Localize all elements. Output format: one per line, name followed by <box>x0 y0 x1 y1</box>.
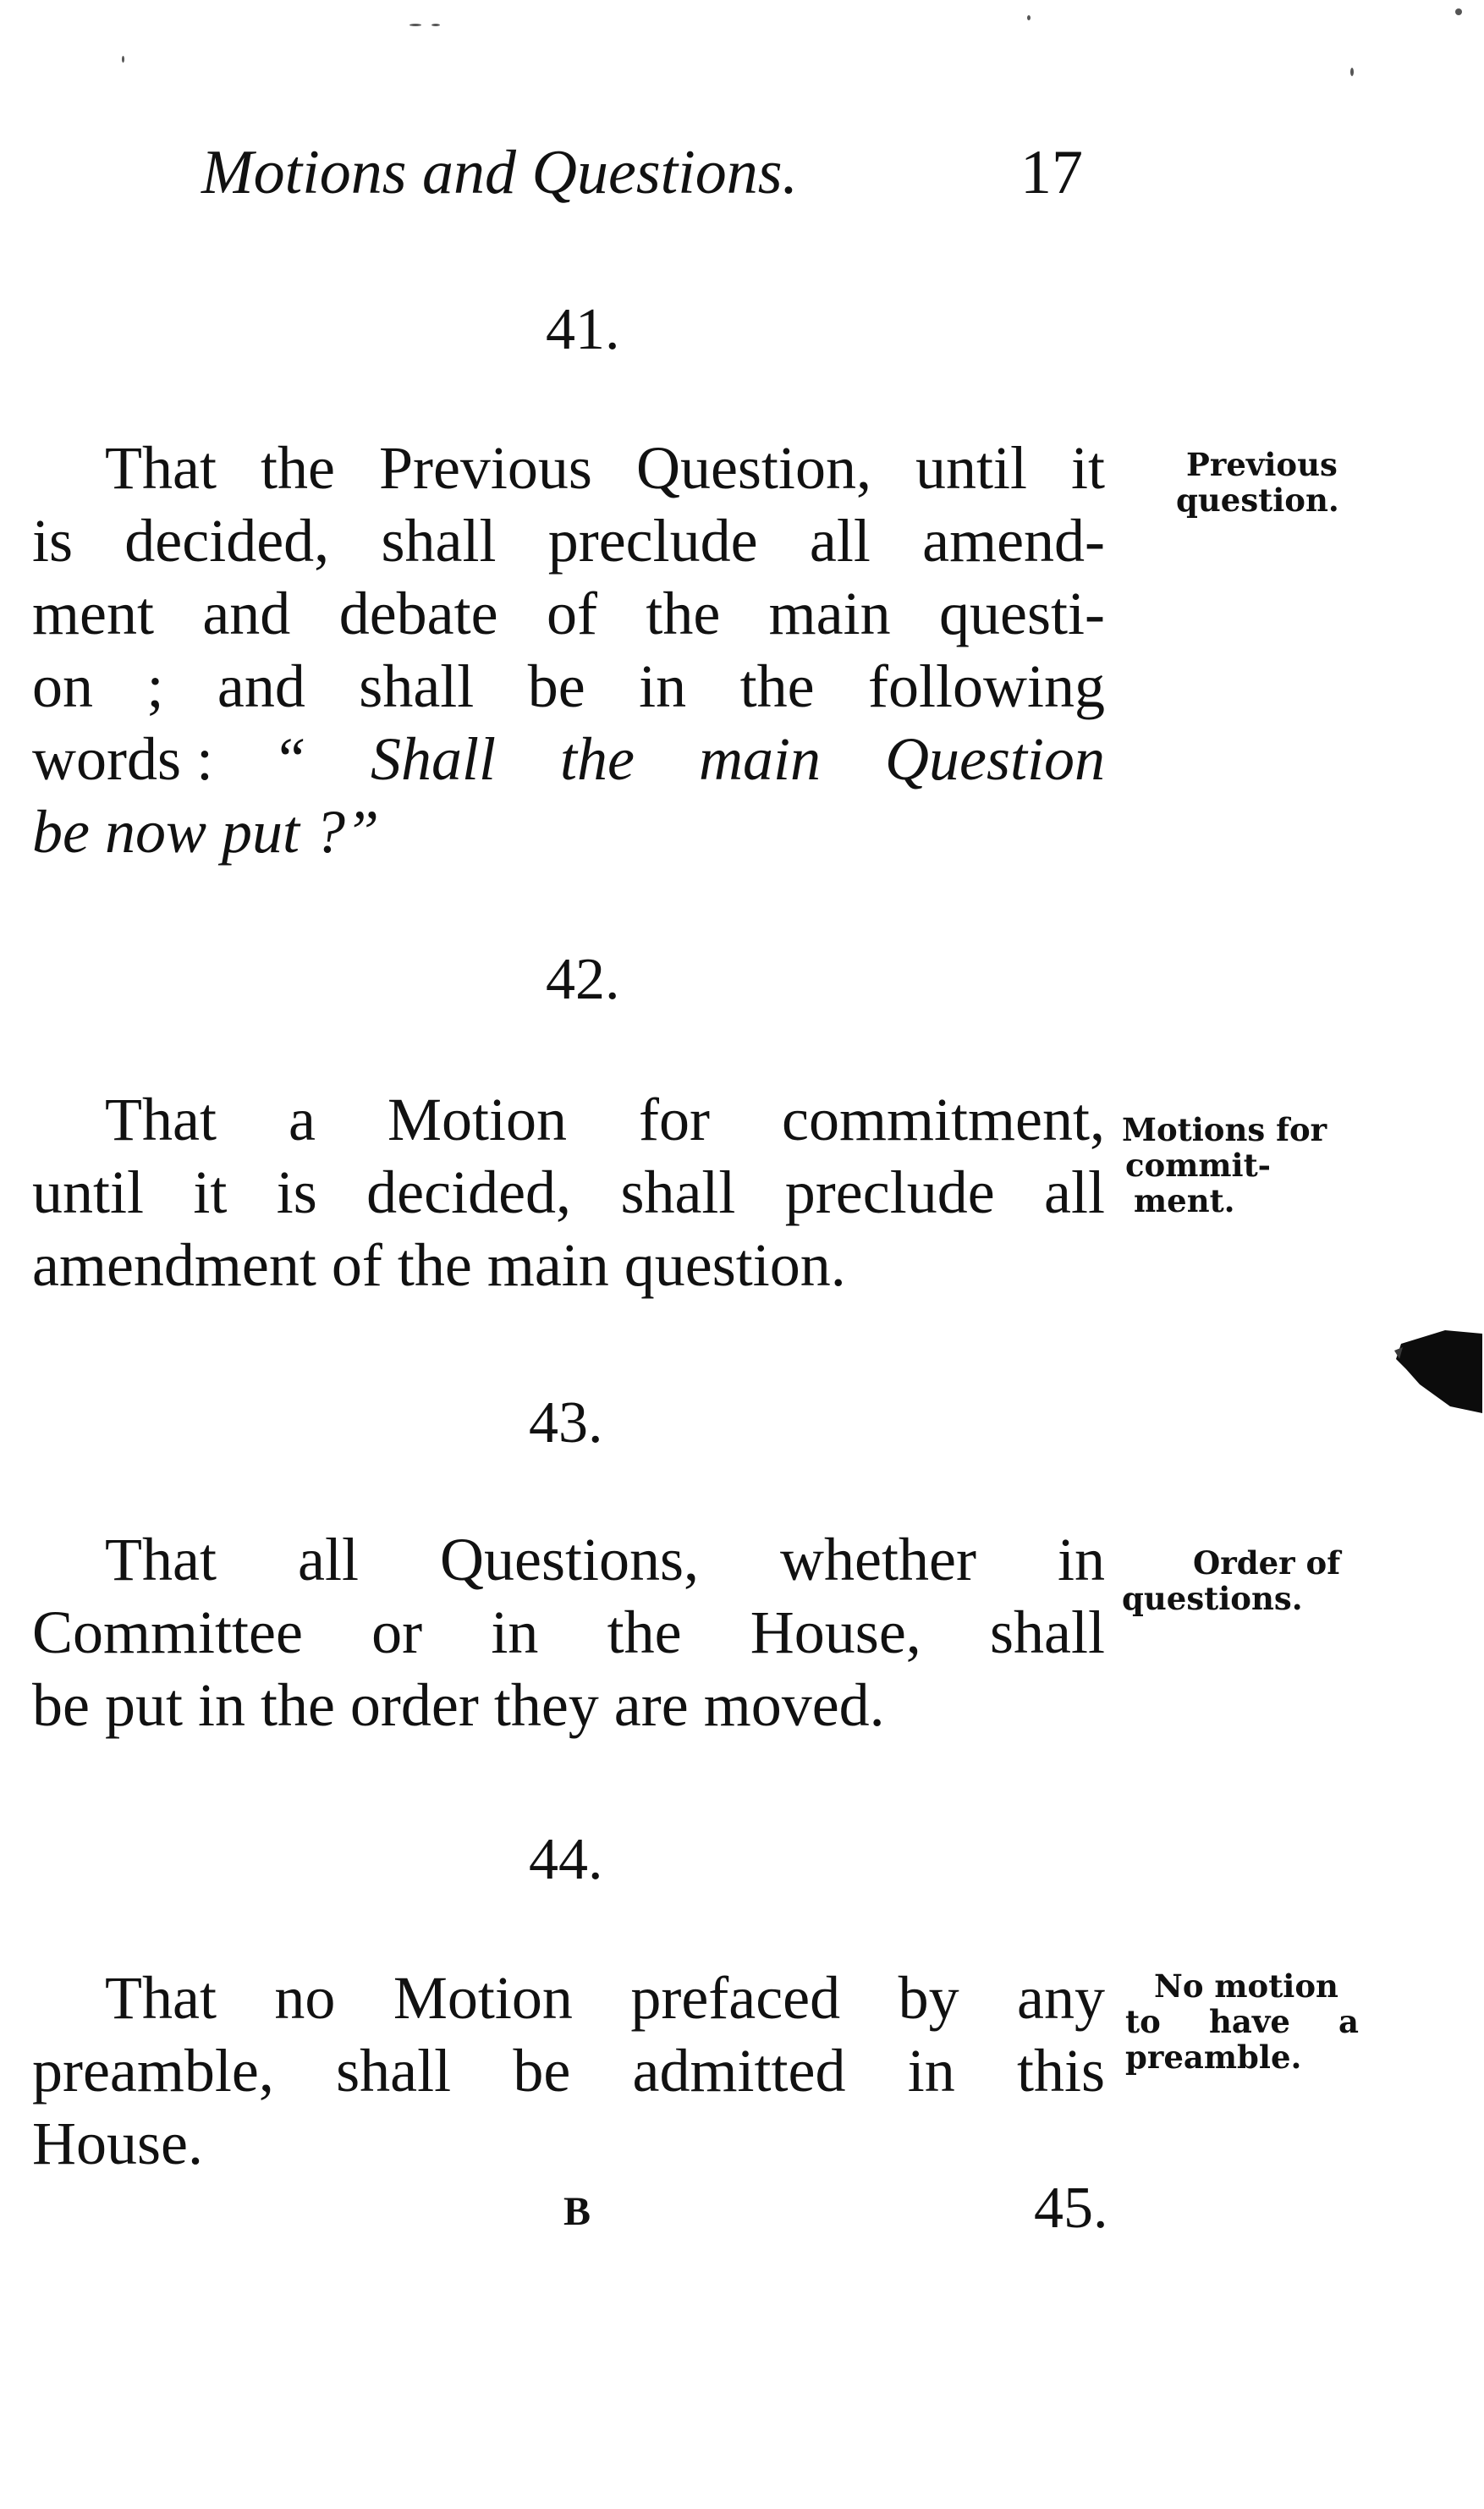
scan-speck <box>1455 8 1462 15</box>
scan-speck <box>1350 68 1354 76</box>
text-line: That all Questions, whether in <box>105 1526 1105 1593</box>
margin-note-order-of-questions <box>1122 1545 1340 1616</box>
text-line: amendment of the main question. <box>32 1231 846 1299</box>
ink-blot-mark <box>1394 1325 1484 1418</box>
rule-44-text <box>32 1962 1105 2180</box>
rule-41-text <box>32 432 1105 868</box>
note-line: questions. <box>1122 1580 1303 1617</box>
text-line: That a Motion for commitment, <box>105 1086 1105 1153</box>
scan-speck <box>1027 15 1031 20</box>
note-line: question. <box>1176 481 1339 519</box>
text-fragment: words : <box>32 725 213 793</box>
note-line: ment. <box>1134 1182 1235 1219</box>
rule-number-43: 43. <box>529 1390 603 1455</box>
text-line: be put in the order they are moved. <box>32 1671 885 1739</box>
rule-number-42: 42. <box>546 947 620 1012</box>
text-line: preamble, shall be admitted in this <box>32 2037 1105 2105</box>
text-line <box>32 723 1105 795</box>
text-line: is decided, shall preclude all amend- <box>32 507 1105 575</box>
note-line: Previous <box>1186 446 1338 483</box>
rule-42-text <box>32 1083 1105 1301</box>
scan-speck <box>431 24 440 26</box>
catchword: 45. <box>1034 2176 1108 2241</box>
text-line: House. <box>32 2110 203 2177</box>
text-line: on ; and shall be in the following <box>32 652 1105 720</box>
note-line: Motions for <box>1122 1111 1327 1148</box>
rule-43-text <box>32 1523 1105 1741</box>
page-number: 17 <box>1020 138 1083 207</box>
scan-speck <box>122 56 124 63</box>
margin-note-motions-for-commitment <box>1122 1112 1327 1219</box>
scan-speck <box>409 24 421 26</box>
signature-mark: B <box>563 2189 591 2234</box>
text-line: be now put ?” <box>32 798 380 866</box>
rule-number-41: 41. <box>546 297 620 362</box>
text-line: Committee or in the House, shall <box>32 1598 1105 1666</box>
text-line: That no Motion prefaced by any <box>105 1964 1105 2032</box>
rule-number-44: 44. <box>529 1827 603 1892</box>
text-line: That the Previous Question, until it <box>105 434 1105 502</box>
text-line: until it is decided, shall preclude all <box>32 1158 1105 1226</box>
margin-note-previous-question <box>1176 447 1339 518</box>
running-head: Motions and Questions. <box>201 138 799 207</box>
text-line: ment and debate of the main questi- <box>32 580 1105 647</box>
note-line: preamble. <box>1125 2039 1302 2076</box>
quoted-question: “ Shall the main Question <box>272 725 1105 793</box>
note-line: Order of <box>1193 1544 1341 1582</box>
note-line: commit- <box>1125 1147 1272 1184</box>
note-line: No motion <box>1154 1967 1338 2005</box>
margin-note-no-motion-preamble <box>1125 1968 1359 2075</box>
note-line: to have a <box>1125 2003 1359 2040</box>
